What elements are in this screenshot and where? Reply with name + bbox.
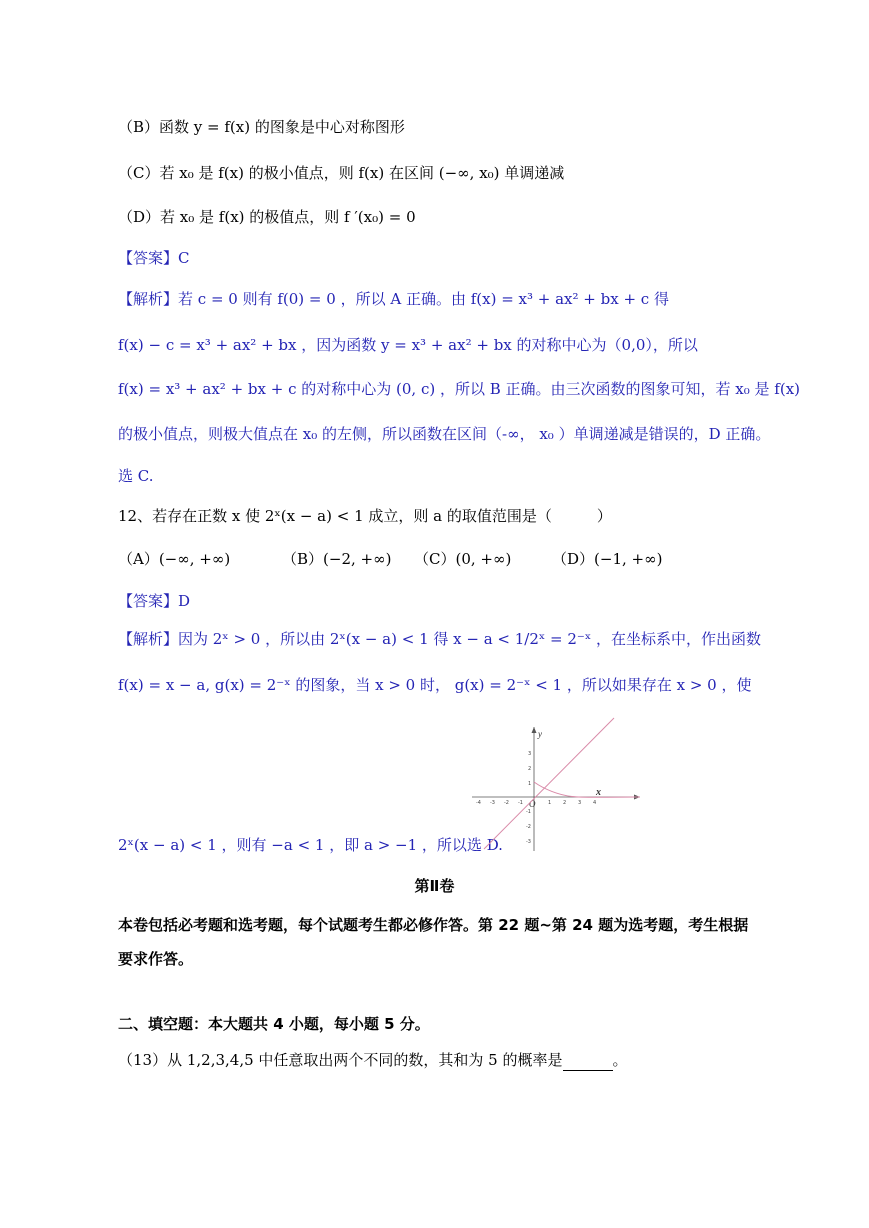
q12-analysis-line-1: 【解析】因为 2ˣ > 0 ，所以由 2ˣ(x − a) < 1 得 x − a < 1/2ˣ = 2⁻ˣ ，在坐标系中，作出函数 [118, 630, 761, 648]
q11-analysis-line-5: 选 C. [118, 467, 154, 485]
part2-title: 二、填空题：本大题共 4 小题，每小题 5 分。 [118, 1015, 430, 1033]
option-d: （D）若 x₀ 是 f(x) 的极值点，则 f ′(x₀) = 0 [118, 208, 416, 226]
q12-analysis-line-3: 2ˣ(x − a) < 1 ，则有 −a < 1 ，即 a > −1 ，所以选 D. [118, 836, 503, 854]
option-c: （C）若 x₀ 是 f(x) 的极小值点，则 f(x) 在区间 (−∞, x₀) 单调递减 [118, 164, 565, 182]
svg-text:3: 3 [578, 800, 582, 806]
line-f [484, 718, 614, 849]
svg-text:-1: -1 [526, 809, 531, 815]
curve-g [534, 782, 640, 797]
svg-text:1: 1 [548, 800, 552, 806]
y-tick-labels [526, 751, 531, 845]
option-b: （B）函数 y = f(x) 的图象是中心对称图形 [118, 118, 405, 136]
q12-option-c: （C）(0, +∞) [414, 550, 512, 568]
q13-text: （13）从 1,2,3,4,5 中任意取出两个不同的数，其和为 5 的概率是 [118, 1051, 563, 1069]
q13 [118, 1049, 628, 1071]
svg-text:4: 4 [593, 800, 597, 806]
x-tick-labels [476, 800, 596, 806]
q12-option-b: （B）(−2, +∞) [282, 550, 392, 568]
svg-text:3: 3 [528, 751, 532, 757]
svg-text:2: 2 [528, 766, 532, 772]
origin-label: O [529, 799, 536, 809]
svg-text:-3: -3 [526, 839, 531, 845]
q11-analysis-line-2: f(x) − c = x³ + ax² + bx ，因为函数 y = x³ + ax² + bx 的对称中心为（0,0），所以 [118, 336, 698, 354]
q12-option-d: （D）(−1, +∞) [552, 550, 663, 568]
q13-end: 。 [612, 1051, 628, 1069]
section-intro: 本卷包括必考题和选考题，每个试题考生都必修作答。第 22 题~第 24 题为选考题，考生根据要求作答。 [118, 916, 749, 968]
svg-text:2: 2 [563, 800, 567, 806]
q11-answer: 【答案】C [118, 249, 190, 267]
section-title: 第Ⅱ卷 [414, 877, 455, 895]
q11-analysis-line-3: f(x) = x³ + ax² + bx + c 的对称中心为 (0, c) ，所以 B 正确。由三次函数的图象可知，若 x₀ 是 f(x) [118, 380, 801, 398]
q12-option-a: （A）(−∞, +∞) [118, 550, 231, 568]
q13-blank [563, 1056, 613, 1071]
svg-text:-3: -3 [490, 800, 495, 806]
q11-analysis-line-1: 【解析】若 c = 0 则有 f(0) = 0 ，所以 A 正确。由 f(x) = x³ + ax² + bx + c 得 [118, 290, 669, 308]
svg-text:-4: -4 [476, 800, 481, 806]
svg-text:-2: -2 [504, 800, 509, 806]
svg-text:-1: -1 [518, 800, 523, 806]
q12-stem: 12、若存在正数 x 使 2ˣ(x − a) < 1 成立，则 a 的取值范围是（ ） [118, 507, 612, 525]
function-graph [470, 715, 645, 855]
q12-analysis-line-2: f(x) = x − a, g(x) = 2⁻ˣ 的图象，当 x > 0 时， g(x) = 2⁻ˣ < 1 ，所以如果存在 x > 0 ，使 [118, 676, 752, 694]
q12-answer: 【答案】D [118, 592, 191, 610]
svg-text:1: 1 [528, 781, 532, 787]
q11-analysis-line-4: 的极小值点，则极大值点在 x₀ 的左侧，所以函数在区间（-∞， x₀ ）单调递减是错误的，D 正确。 [118, 425, 771, 443]
x-axis-label: x [596, 787, 601, 798]
y-axis-label: y [538, 729, 542, 739]
svg-text:-2: -2 [526, 824, 531, 830]
y-axis-arrow [532, 727, 537, 733]
